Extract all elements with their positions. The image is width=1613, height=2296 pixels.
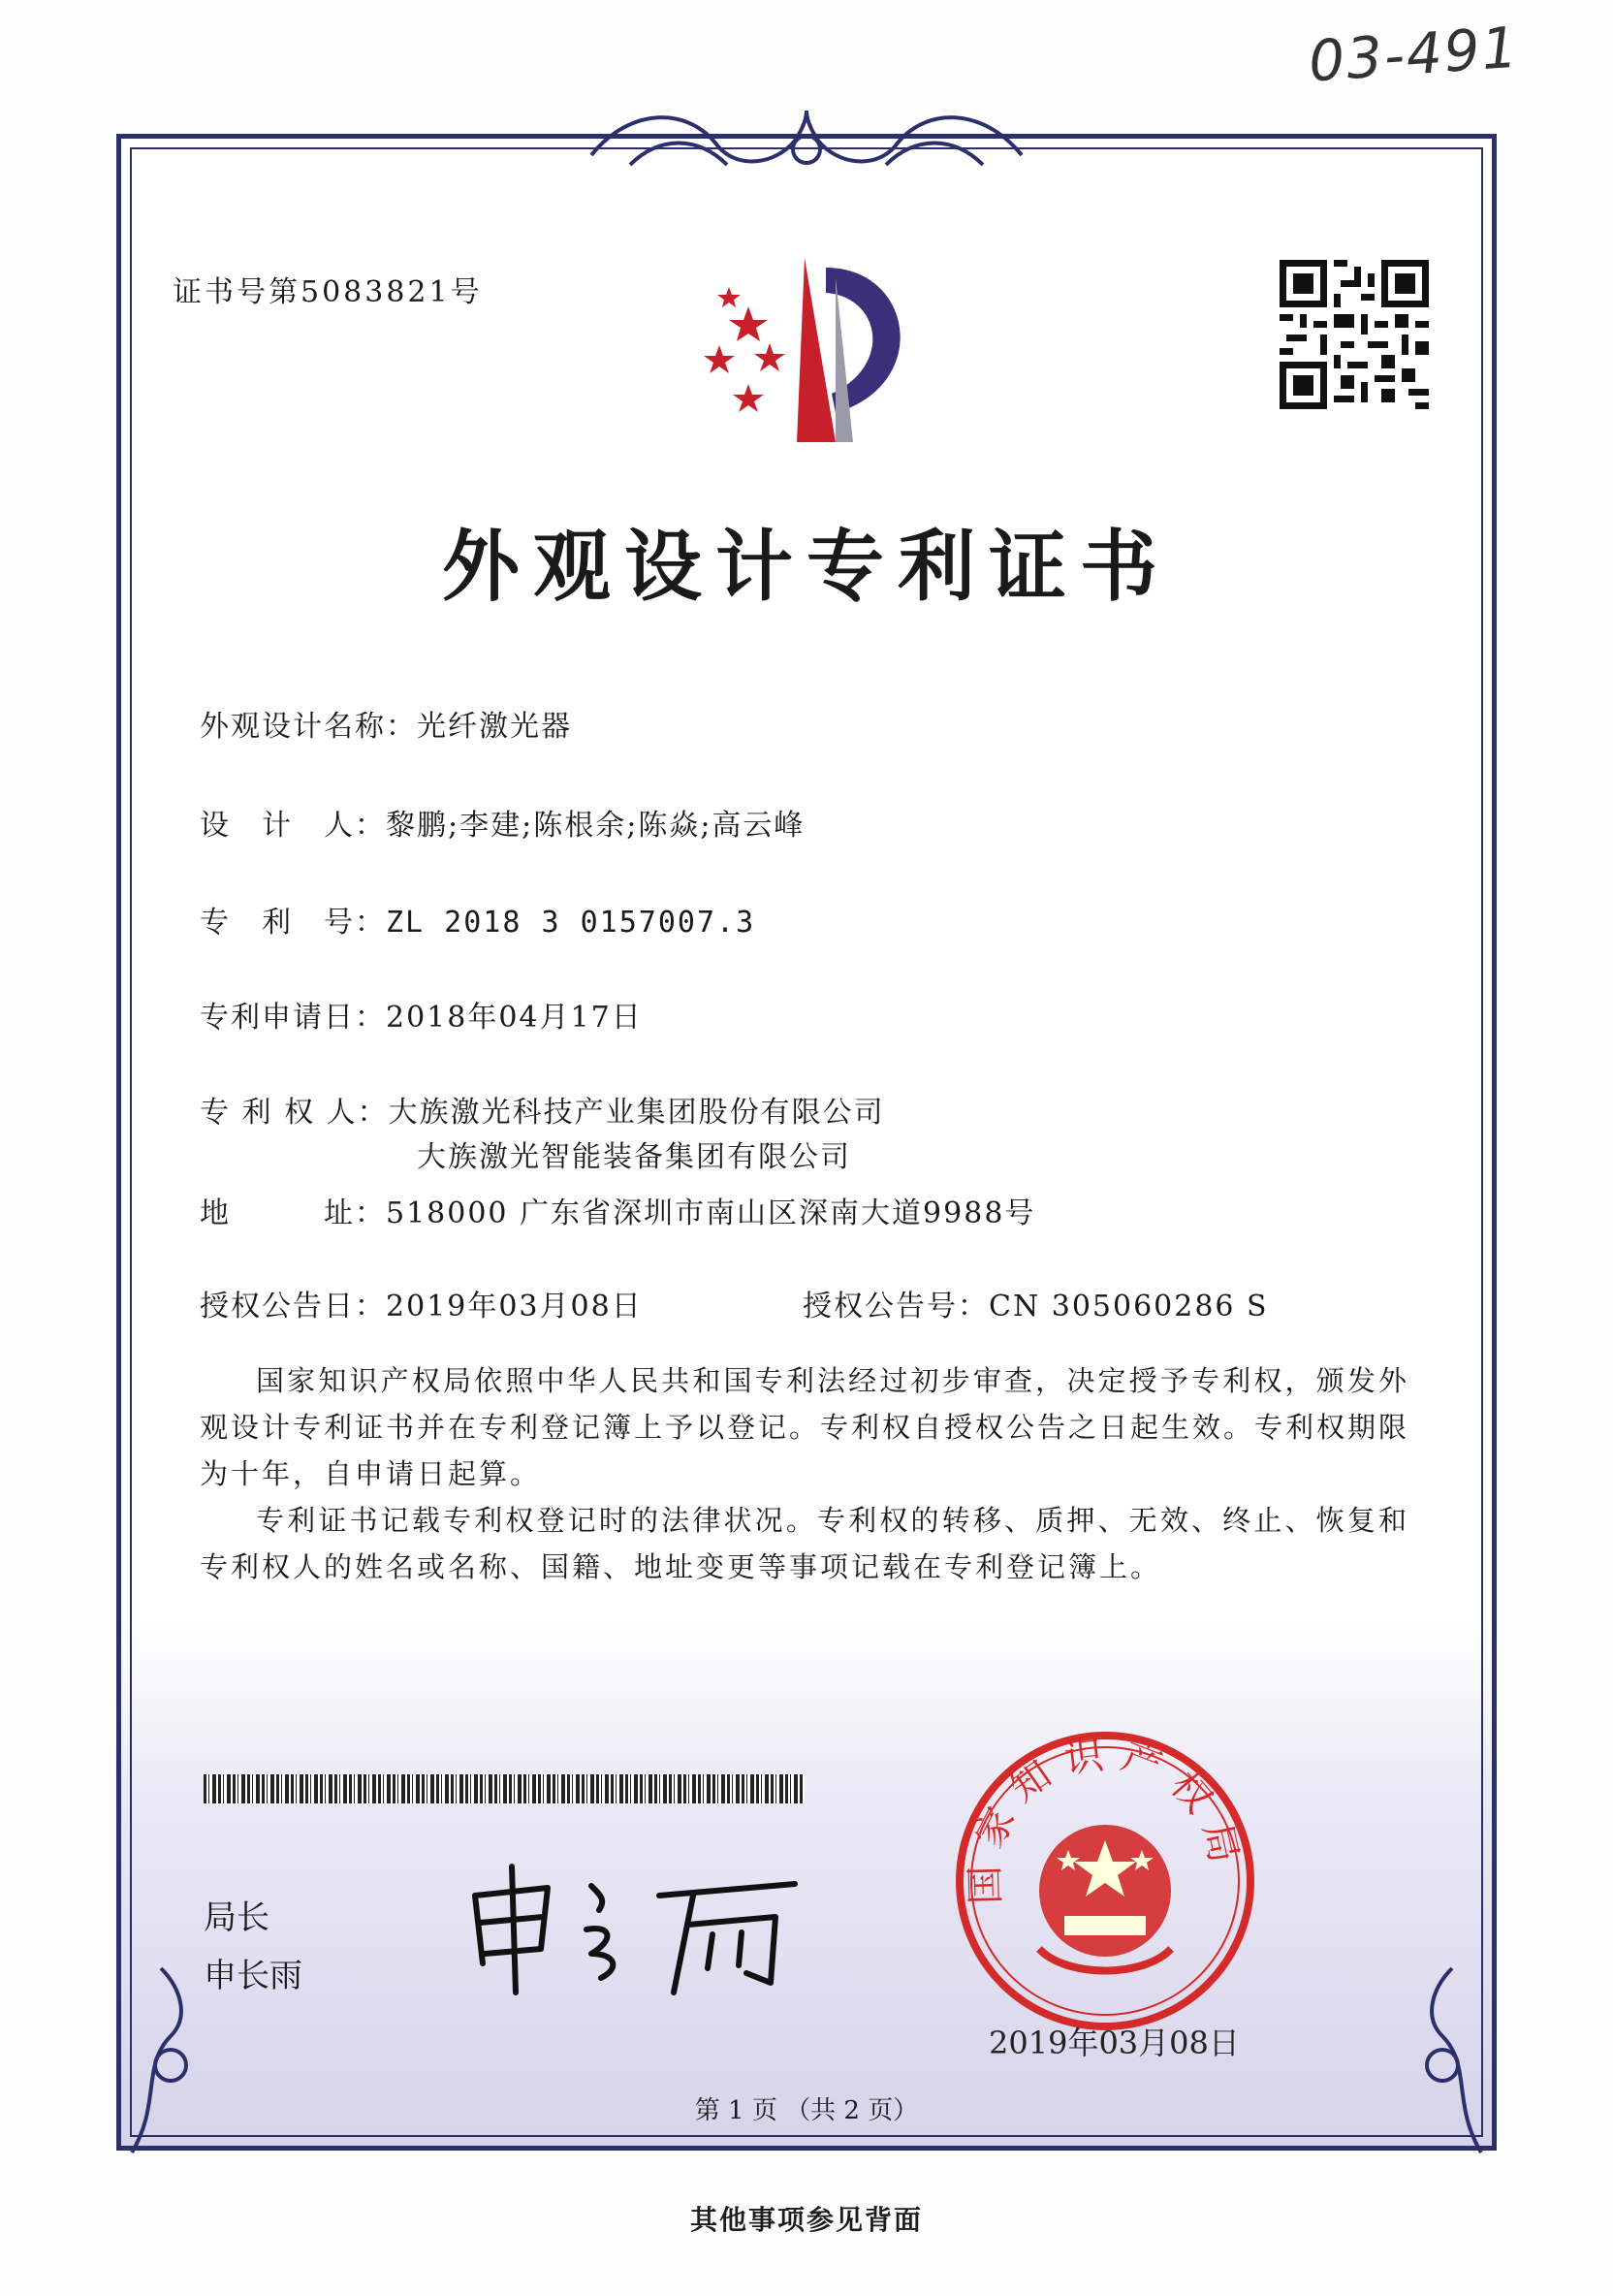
grant-number-label: 授权公告号：: [803, 1290, 989, 1323]
corner-ornament-left: [122, 1949, 209, 2162]
patent-number-value: ZL 2018 3 0157007.3: [386, 906, 756, 940]
official-seal: [950, 1726, 1260, 2036]
address-value: 518000 广东省深圳市南山区深南大道9988号: [386, 1196, 1036, 1230]
footer-note: 其他事项参见背面: [689, 2204, 923, 2236]
body-paragraph-1: 国家知识产权局依照中华人民共和国专利法经过初步审查，决定授予专利权，颁发外观设计专利证书并在专利登记簿上予以登记。专利权自授权公告之日起生效。专利权期限为十年，自申请日起算。: [200, 1364, 1410, 1490]
patent-office-logo: [690, 248, 942, 452]
grant-number-row: [803, 1282, 1269, 1324]
certificate-number: 证书号第5083821号: [173, 275, 483, 309]
patent-number-label: 专 利 号：: [200, 906, 386, 940]
patentee-value-1: 大族激光科技产业集团股份有限公司: [388, 1096, 885, 1130]
address-row: [200, 1189, 1035, 1231]
body-paragraph-2: 专利证书记载专利权登记时的法律状况。专利权的转移、质押、无效、终止、恢复和专利权人的姓名或名称、国籍、地址变更等事项记载在专利登记簿上。: [200, 1504, 1409, 1583]
filing-date-value: 2018年04月17日: [386, 1001, 643, 1035]
handwritten-note: 03-491: [1306, 14, 1522, 95]
corner-ornament-right: [1404, 1949, 1491, 2162]
patentee-label: 专 利 权 人：: [200, 1096, 389, 1130]
qr-code: [1280, 260, 1429, 409]
patentee-row: [200, 1088, 885, 1131]
director-name: 申长雨: [204, 1957, 302, 1995]
certificate-body: [200, 1357, 1409, 1590]
grant-date-value: 2019年03月08日: [386, 1290, 643, 1323]
patentee-value-2: 大族激光智能装备集团有限公司: [417, 1140, 851, 1174]
seal-date: 2019年03月08日: [989, 2025, 1240, 2061]
filing-date-row: [200, 993, 643, 1036]
grant-date-row: [200, 1282, 643, 1324]
designers-value: 黎鹏;李建;陈根余;陈焱;高云峰: [386, 809, 806, 843]
patent-number-row: [200, 898, 755, 941]
director-title: 局长: [204, 1898, 269, 1937]
address-label: 地 址：: [200, 1196, 386, 1230]
design-name-value: 光纤激光器: [417, 710, 572, 744]
patentee-row-2: [417, 1132, 851, 1175]
designers-label: 设 计 人：: [200, 809, 386, 843]
certificate-title: 外观设计专利证书: [442, 521, 1171, 612]
design-name-row: [200, 702, 572, 745]
grant-date-label: 授权公告日：: [200, 1290, 386, 1323]
seal-text: 国家知识产权局: [963, 1731, 1249, 1905]
page-number: 第 1 页 （共 2 页）: [694, 2096, 919, 2125]
filing-date-label: 专利申请日：: [200, 1001, 386, 1035]
grant-number-value: CN 305060286 S: [989, 1290, 1269, 1323]
designers-row: [200, 801, 805, 844]
barcode: [204, 1774, 805, 1803]
design-name-label: 外观设计名称：: [200, 710, 417, 744]
top-ornament: [572, 97, 1041, 184]
director-signature: [456, 1857, 824, 2002]
